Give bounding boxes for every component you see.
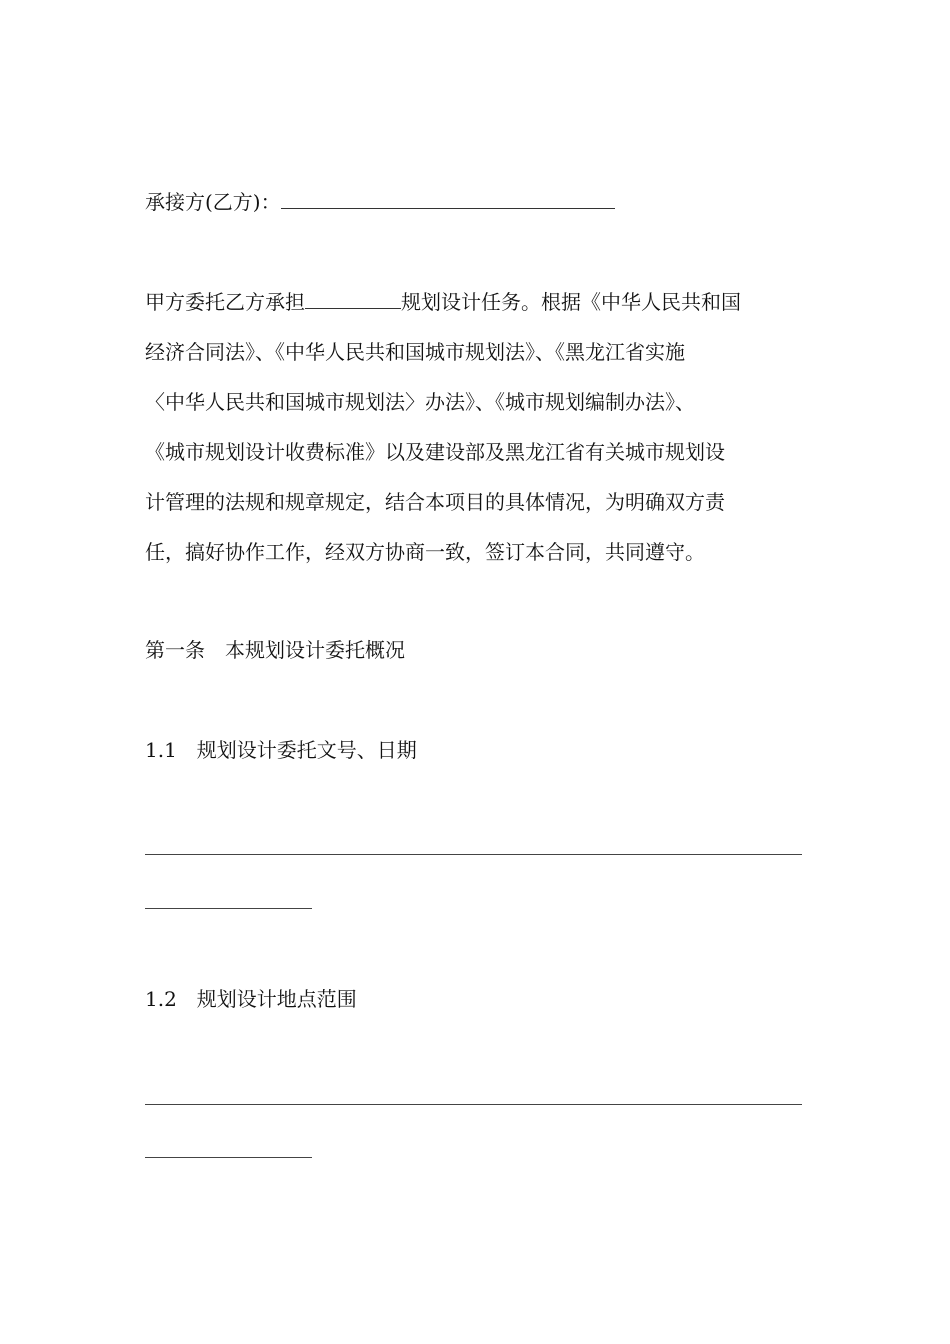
intro-text-1a: 甲方委托乙方承担	[145, 290, 305, 314]
intro-line-2: 经济合同法》、《中华人民共和国城市规划法》、《黑龙江省实施	[145, 340, 685, 364]
item-1-2-blank-line-1[interactable]	[145, 1104, 802, 1105]
intro-line-6: 任，搞好协作工作，经双方协商一致，签订本合同，共同遵守。	[145, 540, 705, 564]
intro-text-1b: 规划设计任务。根据《中华人民共和国	[401, 290, 741, 314]
article-1-heading: 第一条 本规划设计委托概况	[145, 638, 405, 662]
intro-line-1	[145, 289, 741, 315]
item-1-2-blank-line-2[interactable]	[145, 1157, 312, 1158]
contractor-label: 承接方(乙方)：	[145, 190, 281, 214]
intro-line-3: 〈中华人民共和国城市规划法〉办法》、《城市规划编制办法》、	[145, 390, 695, 414]
contractor-line	[145, 189, 615, 215]
item-1-2-label: 1.2 规划设计地点范围	[145, 987, 357, 1011]
item-1-1-blank-line-2[interactable]	[145, 908, 312, 909]
item-1-1-blank-line-1[interactable]	[145, 854, 802, 855]
item-1-1-label: 1.1 规划设计委托文号、日期	[145, 738, 417, 762]
project-name-blank[interactable]	[305, 290, 401, 309]
intro-line-4: 《城市规划设计收费标准》以及建设部及黑龙江省有关城市规划设	[145, 440, 725, 464]
intro-line-5: 计管理的法规和规章规定，结合本项目的具体情况，为明确双方责	[145, 490, 725, 514]
contractor-name-blank[interactable]	[281, 190, 615, 209]
